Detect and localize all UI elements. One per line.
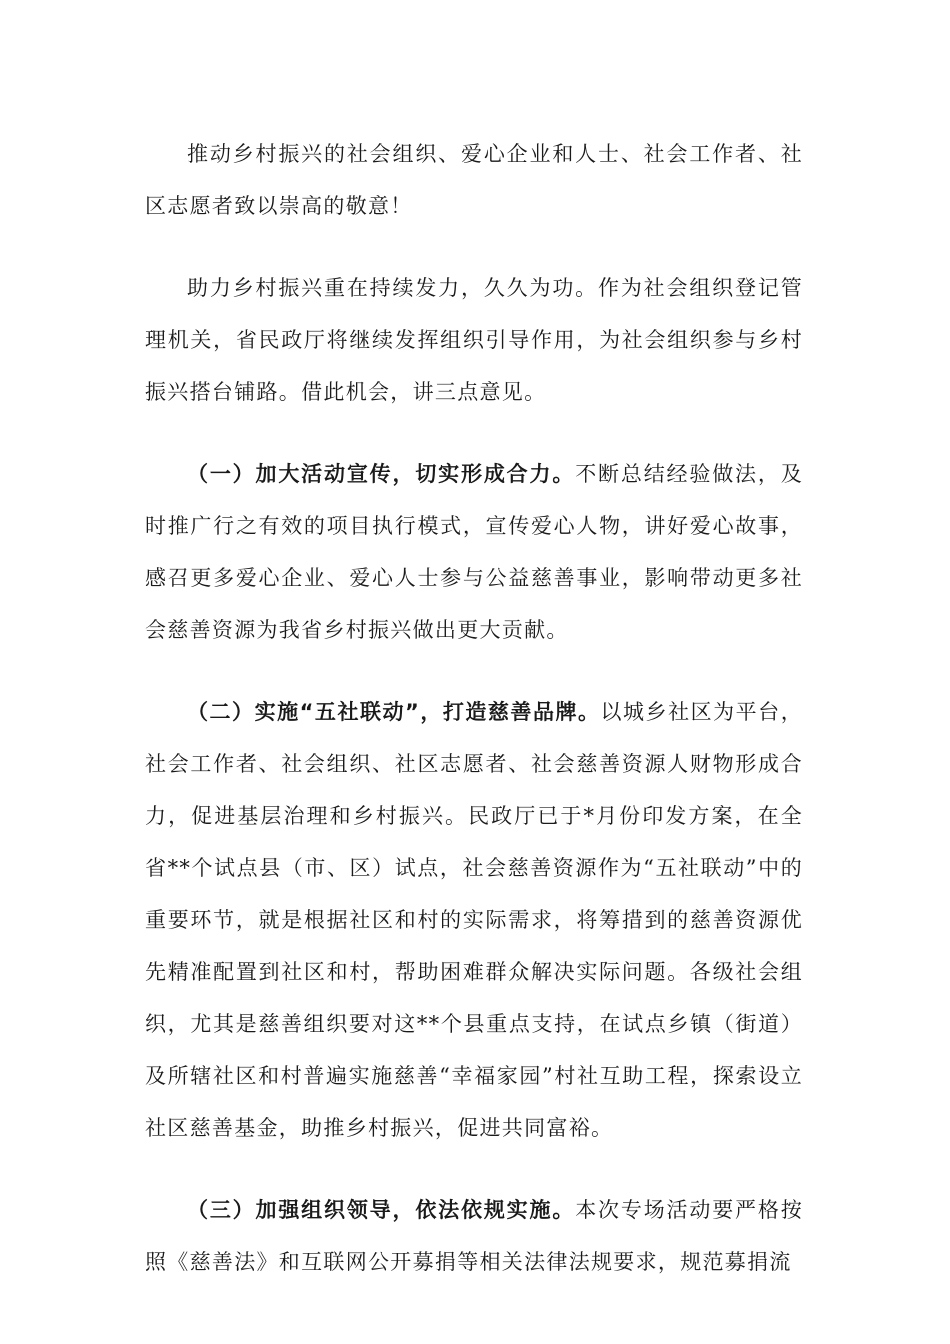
paragraph-text: 助力乡村振兴重在持续发力，久久为功。作为社会组织登记管理机关，省民政厅将继续发挥组织引导作用，为社会组织参与乡村振兴搭台铺路。借此机会，讲三点意见。 [145,276,803,404]
section-heading-three: （三）加强组织领导，依法依规实施。 [187,1198,576,1222]
paragraph-intro [145,262,803,418]
paragraph-closing-thanks [145,128,803,232]
document-page [145,128,803,1318]
paragraph-text: 以城乡社区为平台，社会工作者、社会组织、社区志愿者、社会慈善资源人财物形成合力，促进基层治理和乡村振兴。民政厅已于*月份印发方案，在全省**个试点县（市、区）试点，社会慈善资源作为“五社联动”中的重要环节，就是根据社区和村的实际需求，将筹措到的慈善资源优先精准配置到社区和村，帮助困难群众解决实际问题。各级社会组织，尤其是慈善组织要对这**个县重点支持，在试点乡镇（街道）及所辖社区和村普遍实施慈善“幸福家园”村社互助工程，探索设立社区慈善基金，助推乡村振兴，促进共同富裕。 [145,700,803,1140]
paragraph-point-three [145,1184,803,1288]
section-heading-two: （二）实施“五社联动”，打造慈善品牌。 [187,700,601,724]
paragraph-text: 不断总结经验做法，及时推广行之有效的项目执行模式，宣传爱心人物，讲好爱心故事，感召更多爱心企业、爱心人士参与公益慈善事业，影响带动更多社会慈善资源为我省乡村振兴做出更大贡献。 [145,462,803,642]
paragraph-text: 推动乡村振兴的社会组织、爱心企业和人士、社会工作者、社区志愿者致以崇高的敬意！ [145,142,803,218]
section-heading-one: （一）加大活动宣传，切实形成合力。 [187,462,576,486]
paragraph-point-one [145,448,803,656]
paragraph-point-two [145,686,803,1154]
paragraph-text: 本次专场活动要严格按照《慈善法》和互联网公开募捐等相关法律法规要求，规范募捐流 [145,1198,803,1274]
